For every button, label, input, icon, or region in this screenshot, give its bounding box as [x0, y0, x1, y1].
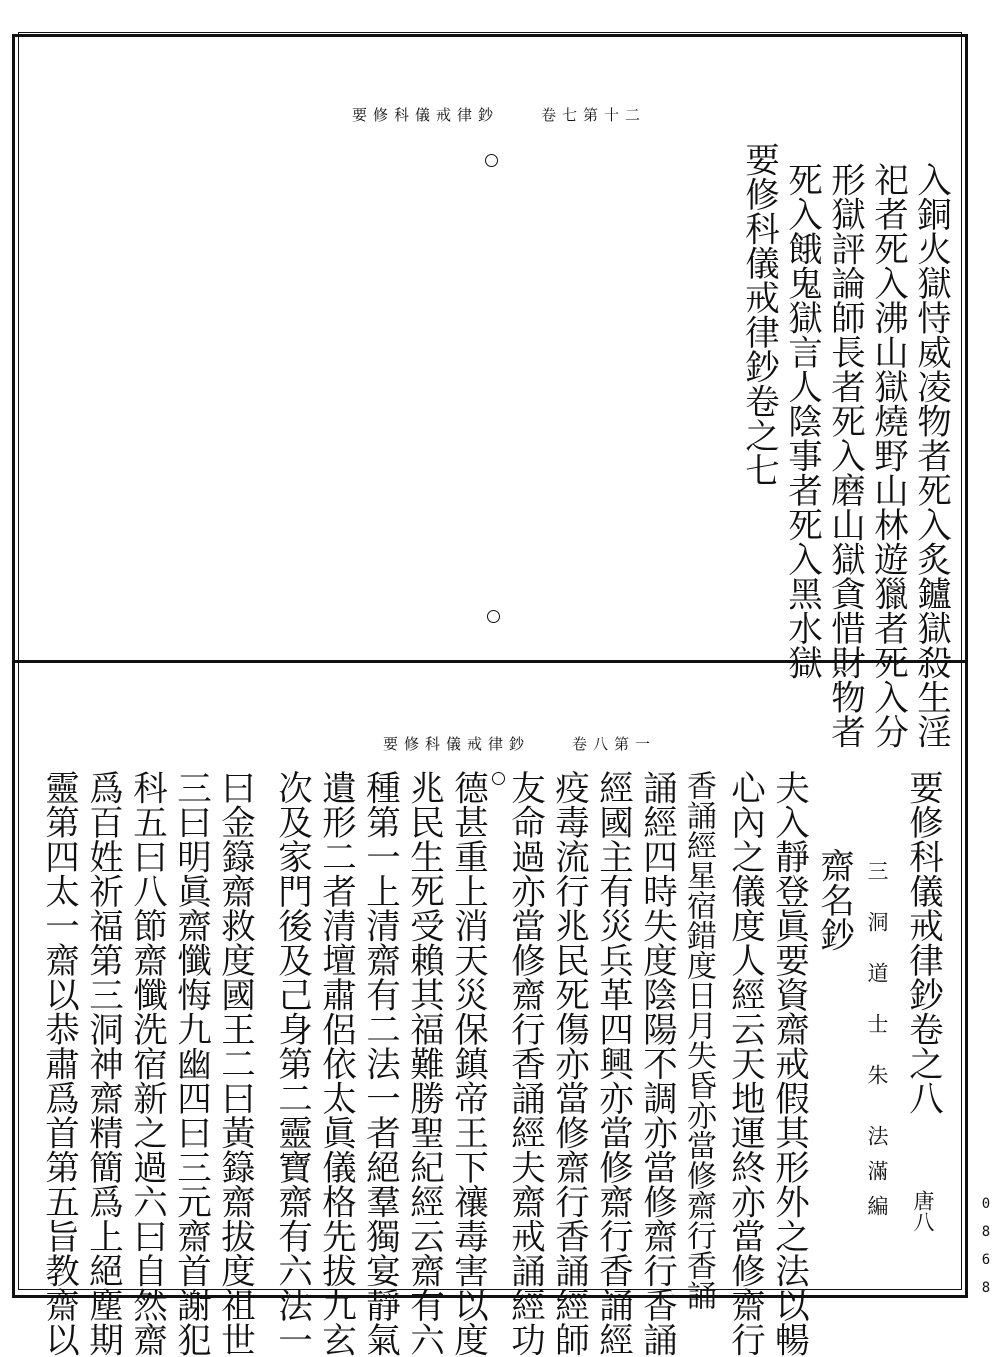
- text-column: 曰金籙齋救度國王二曰黃籙齋拔度祖世: [214, 770, 255, 1357]
- text-column: 香誦經星宿錯度日月失昏亦當修齋行香誦: [681, 770, 716, 1310]
- text-column: 種第一上清齋有二法一者絕羣獨宴靜氣: [359, 770, 400, 1357]
- text-column: 科五曰八節齋懺洗宿新之過六曰自然齋: [126, 770, 167, 1357]
- page-number: 0 8 6 8: [981, 1196, 991, 1296]
- upper-running-header: 要修科儀戒律鈔 卷七第十二: [352, 106, 647, 124]
- upper-circle-mark: [485, 154, 498, 167]
- text-column: 友命過亦當修齋行香誦經夫齋戒誦經功: [504, 770, 545, 1357]
- text-column: 三曰明眞齋懺悔九幽四曰三元齋首謝犯: [170, 770, 211, 1357]
- text-column: 疫毒流行兆民死傷亦當修齋行香誦經師: [548, 770, 589, 1357]
- text-column: 經國主有災兵革四興亦當修齋行香誦經: [592, 770, 633, 1357]
- section-title: 齋名鈔: [813, 848, 854, 952]
- text-column: 要修科儀戒律鈔卷之七: [738, 142, 779, 487]
- volume-title-note: 唐八: [911, 1190, 935, 1232]
- volume-title: 要修科儀戒律鈔卷之八: [902, 770, 943, 1115]
- author-byline-editor: 法滿編: [865, 1125, 889, 1230]
- text-column: 次及家門後及己身第二靈寶齋有六法一: [271, 770, 312, 1357]
- text-column: 形獄評論師長者死入磨山獄貪惜財物者: [824, 162, 865, 749]
- text-column: 入銅火獄恃威凌物者死入炙鑪獄殺生淫: [910, 162, 951, 749]
- author-byline: 三洞道士朱: [865, 860, 889, 1115]
- text-column: 夫入靜登眞要資齋戒假其形外之法以暢: [768, 770, 809, 1357]
- text-column: 死入餓鬼獄言人陰事者死入黑水獄: [781, 162, 822, 680]
- text-column: 德甚重上消天災保鎮帝王下禳毒害以度: [447, 770, 488, 1357]
- text-column: 遺形二者清壇肅侶依太眞儀格先拔九玄: [315, 770, 356, 1357]
- upper-circle-mark: [487, 610, 500, 623]
- text-column: 祀者死入沸山獄燒野山林遊獵者死入分: [867, 162, 908, 749]
- text-column: 心內之儀度人經云天地運終亦當修齋行: [724, 770, 765, 1357]
- lower-running-header: 要修科儀戒律鈔 卷八第一: [383, 735, 657, 753]
- text-column: 兆民生死受賴其福難勝聖紀經云齋有六: [403, 770, 444, 1357]
- lower-circle-mark: [492, 772, 505, 785]
- text-column: 誦經四時失度陰陽不調亦當修齋行香誦: [636, 770, 677, 1357]
- text-column: 爲百姓祈福第三洞神齋精簡爲上絕塵期: [82, 770, 123, 1357]
- text-column: 靈第四太一齋以恭肅爲首第五旨教齋以: [38, 770, 79, 1357]
